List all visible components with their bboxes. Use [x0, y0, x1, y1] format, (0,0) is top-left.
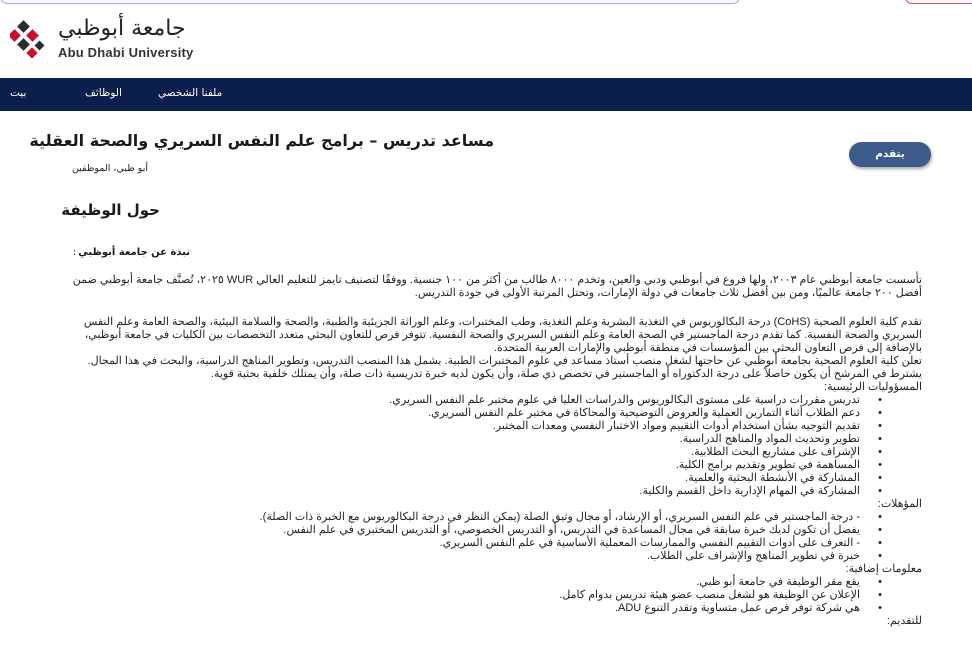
list-item: • هي شركة توفر فرص عمل متساوية وتقدر التنوع ADU.	[66, 602, 882, 615]
list-item: • تدريس مقررات دراسية على مستوى البكالوريوس والدراسات العليا في علوم مختبر علم النفس السريري.	[66, 394, 882, 407]
paragraph-college: تقدم كلية العلوم الصحية (CoHS) درجة البكالوريوس في التغذية البشرية وعلم التغذية، وطب المختبرات، وعلم الوراثة الجزيئية والطبية، والصحة والسلامة البيئية، والصحة العامة وعلم النفس السريري والصحة النفسية. كما تقدم درجة الماجستير في الصحة العامة وعلم النفس السريري والصحة النفسية. تتوفر فرص للتعاون البحثي متعدد التخصصات بين الكليات في جامعة أبوظبي، بالإضافة إلى فرص التعاون البحثي بين المؤسسات في منطقة أبوظبي والإمارات العربية المتحدة.	[83, 316, 922, 354]
job-title: مساعد تدريس – برامج علم النفس السريري والصحة العقلية	[29, 131, 494, 150]
list-item: • المشاركة في المهام الإدارية داخل القسم والكلية.	[66, 485, 882, 498]
list-item: • دعم الطلاب أثناء التمارين العملية والعروض التوضيحية والمحاكاة في مختبر علم النفس السريري.	[66, 407, 882, 420]
list-item: • خبرة في تطوير المناهج والإشراف على الطلاب.	[66, 550, 882, 563]
nav-profile[interactable]: ملفنا الشخصي	[158, 87, 223, 99]
browser-control[interactable]	[905, 0, 972, 4]
university-logo-icon[interactable]	[10, 20, 46, 60]
about-job-heading: حول الوظيفة	[61, 201, 160, 219]
job-detail	[0, 111, 972, 668]
about-university-label: نبذة عن جامعة أبوظبي	[78, 247, 190, 258]
responsibilities-list	[66, 394, 922, 498]
list-item: • المشاركة في الأنشطة البحثية والعلمية.	[66, 472, 882, 485]
job-description	[66, 274, 922, 628]
nav-home[interactable]: بيت	[10, 87, 27, 99]
paragraph-about-university: تأسست جامعة أبوظبي عام ٢٠٠٣، ولها فروع في أبوظبي ودبي والعين، وتخدم ٨٠٠٠ طالب من أكثر من ١٠٠ جنسية. ووفقًا لتصنيف تايمز للتعليم العالي WUR ٢٠٢٥، تُصنَّف جامعة أبوظبي ضمن أفضل ٢٠٠ جامعة عالميًا، ومن بين أفضل ثلاث جامعات في دولة الإمارات، وتحتل المرتبة الأولى في جودة التدريس.	[72, 274, 922, 299]
list-item: • الإعلان عن الوظيفة هو لشغل منصب عضو هيئة تدريس بدوام كامل.	[66, 589, 882, 602]
list-item: • يقع مقر الوظيفة في جامعة أبو ظبي.	[66, 576, 882, 589]
qualifications-heading: المؤهلات:	[877, 498, 922, 510]
qualifications-list	[66, 511, 922, 563]
about-university-heading	[73, 247, 190, 258]
address-field[interactable]	[0, 0, 740, 4]
logo-english-text: Abu Dhabi University	[58, 45, 194, 60]
how-to-apply-heading: للتقديم:	[886, 615, 922, 627]
additional-info-heading: معلومات إضافية:	[845, 563, 922, 575]
list-item: • تقديم التوجيه بشأن استخدام أدوات التقييم ومواد الاختبار النفسي ومعدات المختبر.	[66, 420, 882, 433]
list-item: • - درجة الماجستير في علم النفس السريري، أو الإرشاد، أو مجال وثيق الصلة (يمكن النظر في درجة البكالوريوس مع الخبرة ذات الصلة).	[66, 511, 882, 524]
main-nav	[0, 78, 972, 111]
list-item: • تطوير وتحديث المواد والمناهج الدراسية.	[66, 433, 882, 446]
site-header	[0, 6, 972, 78]
logo-arabic-text: جامعة أبوظبي	[58, 16, 186, 41]
about-university-colon: :	[72, 247, 77, 258]
job-location: أبو ظبي، الموظفين	[71, 163, 148, 174]
paragraph-position: تعلن كلية العلوم الصحية بجامعة أبوظبي عن حاجتها لشغل منصب أستاذ مساعد في علوم المختبرات الطبية. يشمل هذا المنصب التدريس، وتطوير المناهج الدراسية، والبحث في هذا المجال. يشترط في المرشح أن يكون حاصلاً على درجة الدكتوراه أو الماجستير في تخصص ذي صلة، وأن يكون لديه خبرة تدريسية ذات صلة، وأن يمتلك خلفية بحثية قوية.	[87, 355, 922, 380]
responsibilities-heading: المسؤوليات الرئيسية:	[824, 381, 922, 393]
additional-info-list	[66, 576, 922, 615]
list-item: • - التعرف على أدوات التقييم النفسي والممارسات المعملية الأساسية في علم النفس السريري.	[66, 537, 882, 550]
list-item: • الإشراف على مشاريع البحث الطلابية.	[66, 446, 882, 459]
nav-jobs[interactable]: الوظائف	[85, 87, 122, 99]
list-item: • يفضل أن تكون لديك خبرة سابقة في مجال المساعدة في التدريس، أو التدريس الخصوصي، أو التدريس المختبري في علم النفس.	[66, 524, 882, 537]
list-item: • المساهمة في تطوير وتقديم برامج الكلية.	[66, 459, 882, 472]
apply-button[interactable]: يتقدم	[849, 142, 931, 167]
